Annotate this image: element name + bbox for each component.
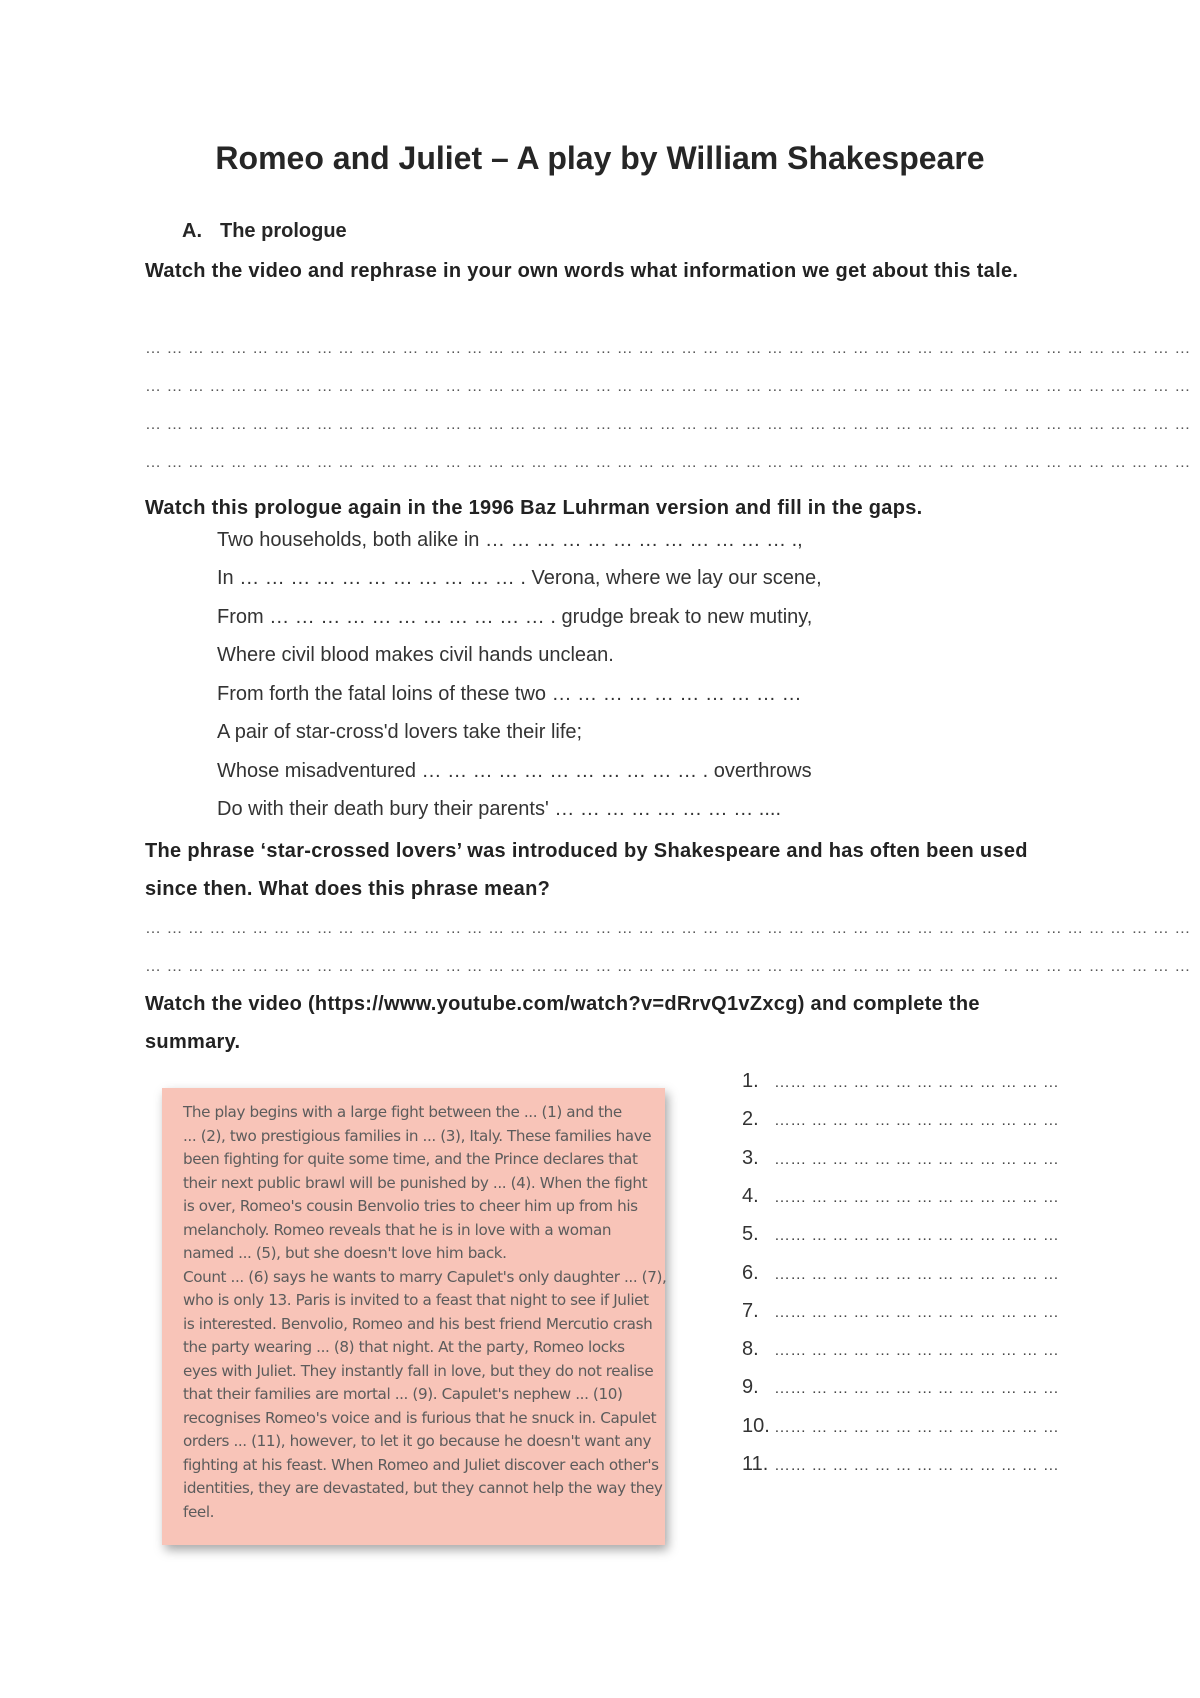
answer-item [742, 1108, 1059, 1131]
summary-line: been fighting for quite some time, and the Prince declares that [183, 1150, 638, 1168]
summary-line: identities, they are devastated, but they cannot help the way they [183, 1479, 663, 1497]
summary-line: feel. [183, 1502, 215, 1521]
answer-item [742, 1223, 1059, 1246]
section-number: A. [182, 220, 202, 242]
answer-item [742, 1147, 1059, 1170]
summary-line: recognises Romeo's voice and is furious that he snuck in. Capulet [183, 1408, 657, 1427]
answer-line: … … … … … … … … … … … … … … … … … … … … … … … … … … … … … … … … … … … … … … … … … … … … … … … … … [145, 416, 1191, 433]
section-heading [182, 220, 347, 243]
answer-item [742, 1338, 1059, 1361]
answer-line: … … … … … … … … … … … … … … … … … … … … … … … … … … … … … … … … … … … … … … … … … … … … … … … … … [145, 340, 1191, 357]
answer-blank: …… … … … … … … … … … … … … [774, 1342, 1060, 1360]
page-title: Romeo and Juliet – A play by William Shakespeare [215, 140, 985, 176]
summary-line: is interested. Benvolio, Romeo and his best friend Mercutio crash [183, 1314, 653, 1333]
prologue-verse: From forth the fatal loins of these two … … … … … … … … … … [217, 683, 802, 705]
question-rephrase: Watch the video and rephrase in your own words what information we get about this tale. [145, 260, 1019, 282]
answer-blank: …… … … … … … … … … … … … … [774, 1303, 1060, 1321]
answer-line: … … … … … … … … … … … … … … … … … … … … … … … … … … … … … … … … … … … … … … … … … … … … … … … … … [145, 920, 1191, 937]
answer-number: 2. [742, 1108, 759, 1131]
question-star-crossed: The phrase ‘star-crossed lovers’ was introduced by Shakespeare and has often been used since then. What does this phrase mean? [145, 840, 1028, 900]
answer-blank: …… … … … … … … … … … … … … [774, 1457, 1060, 1474]
answer-number: 3. [742, 1146, 759, 1169]
answer-number: 9. [742, 1376, 759, 1399]
prologue-verse: In … … … … … … … … … … … . Verona, where we lay our scene, [217, 567, 822, 589]
summary-line: the party wearing ... (8) that night. At the party, Romeo locks [183, 1338, 625, 1356]
answer-item [742, 1262, 1059, 1285]
prologue-verse: A pair of star-cross'd lovers take their life; [217, 721, 583, 743]
answer-number: 1. [742, 1070, 759, 1092]
answer-line: … … … … … … … … … … … … … … … … … … … … … … … … … … … … … … … … … … … … … … … … … … … … … … … … … [145, 454, 1191, 471]
answer-blank: …… … … … … … … … … … … … … [774, 1112, 1060, 1130]
summary-line: The play begins with a large fight between the ... (1) and the [183, 1103, 622, 1121]
section-label: The prologue [220, 220, 347, 242]
answer-number: 8. [742, 1338, 759, 1361]
summary-line: eyes with Juliet. They instantly fall in love, but they do not realise [183, 1361, 654, 1380]
summary-line: melancholy. Romeo reveals that he is in love with a woman [183, 1220, 612, 1239]
question-summary: Watch the video (https://www.youtube.com/watch?v=dRrvQ1vZxcg) and complete the summary. [145, 993, 980, 1053]
answer-blank: …… … … … … … … … … … … … … [774, 1074, 1060, 1091]
summary-line: their next public brawl will be punished by ... (4). When the fight [183, 1173, 648, 1192]
summary-line: that their families are mortal ... (9). Capulet's nephew ... (10) [183, 1385, 623, 1403]
answer-item [742, 1300, 1059, 1323]
summary-box [162, 1088, 665, 1545]
answer-item [742, 1070, 1059, 1093]
summary-line: who is only 13. Paris is invited to a feast that night to see if Juliet [183, 1291, 649, 1309]
answer-number: 10. [742, 1414, 770, 1437]
summary-line: Count ... (6) says he wants to marry Capulet's only daughter ... (7), [183, 1267, 667, 1286]
summary-line: ... (2), two prestigious families in ... (3), Italy. These families have [183, 1126, 652, 1145]
answer-blank: …… … … … … … … … … … … … … [774, 1188, 1060, 1206]
answer-number: 5. [742, 1223, 759, 1246]
answer-blank: …… … … … … … … … … … … … … [774, 1150, 1060, 1168]
answer-item [742, 1453, 1059, 1476]
answer-blank: …… … … … … … … … … … … … … [774, 1227, 1060, 1245]
summary-line: orders ... (11), however, to let it go because he doesn't want any [183, 1432, 652, 1450]
answer-item [742, 1376, 1059, 1399]
prologue-verse: Whose misadventured … … … … … … … … … … … . overthrows [217, 760, 812, 782]
answer-blank: …… … … … … … … … … … … … … [774, 1380, 1060, 1398]
answer-line: … … … … … … … … … … … … … … … … … … … … … … … … … … … … … … … … … … … … … … … … … … … … … … … … … [145, 378, 1191, 395]
summary-line: named ... (5), but she doesn't love him back. [183, 1244, 507, 1262]
summary-line: is over, Romeo's cousin Benvolio tries to cheer him up from his [183, 1197, 638, 1215]
prologue-verse: From … … … … … … … … … … … . grudge break to new mutiny, [217, 606, 813, 628]
answer-number: 4. [742, 1184, 759, 1207]
answer-item [742, 1185, 1059, 1208]
prologue-verse: Two households, both alike in … … … … … … … … … … … … ., [217, 529, 803, 551]
prologue-verse: Where civil blood makes civil hands unclean. [217, 644, 614, 666]
answer-blank: …… … … … … … … … … … … … … [774, 1418, 1060, 1436]
answer-number: 7. [742, 1299, 759, 1322]
answer-blank: …… … … … … … … … … … … … … [774, 1265, 1060, 1283]
answer-number: 6. [742, 1261, 759, 1284]
summary-line: fighting at his feast. When Romeo and Juliet discover each other's [183, 1455, 659, 1474]
answer-item [742, 1415, 1059, 1438]
prologue-verse: Do with their death bury their parents' … … … … … … … … .... [217, 798, 782, 820]
answer-number: 11. [742, 1453, 769, 1475]
question-fill-gaps: Watch this prologue again in the 1996 Baz Luhrman version and fill in the gaps. [145, 497, 923, 519]
answer-line: … … … … … … … … … … … … … … … … … … … … … … … … … … … … … … … … … … … … … … … … … … … … … … … … … [145, 958, 1191, 975]
